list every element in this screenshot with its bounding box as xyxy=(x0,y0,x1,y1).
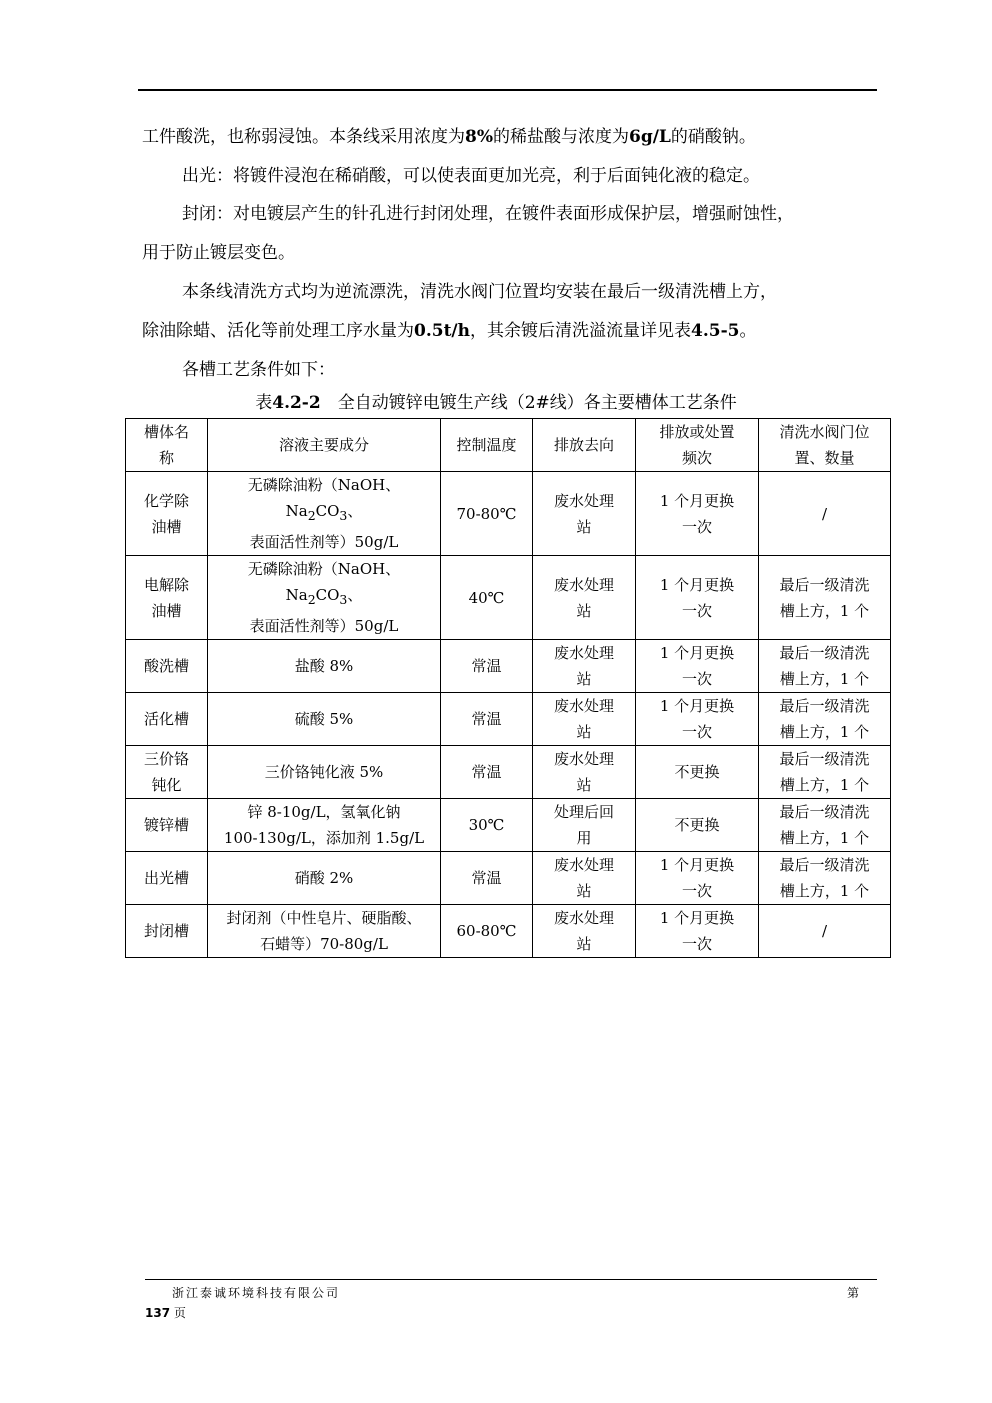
cell-tank-name: 封闭槽 xyxy=(126,905,208,958)
cell-solution: 锌 8-10g/L，氢氧化钠 100-130g/L，添加剂 1.5g/L xyxy=(208,799,441,852)
paragraph-sealing-line1: 封闭：对电镀层产生的针孔进行封闭处理，在镀件表面形成保护层，增强耐蚀性， xyxy=(182,204,794,224)
table-header-row xyxy=(126,419,891,472)
cell-solution: 无磷除油粉（NaOH、$Na_2CO_3$、 表面活性剂等）50g/L xyxy=(208,556,441,640)
header-rule xyxy=(138,89,877,91)
cell-discharge: 废水处理 站 xyxy=(533,746,636,799)
header-temperature: 控制温度 xyxy=(441,419,533,472)
table-row xyxy=(126,640,891,693)
table-row xyxy=(126,472,891,556)
header-tank-name: 槽体名 称 xyxy=(126,419,208,472)
cell-valve: 最后一级清洗 槽上方，1 个 xyxy=(759,640,891,693)
cell-solution: 三价铬钝化液 5% xyxy=(208,746,441,799)
cell-temperature: 60-80℃ xyxy=(441,905,533,958)
paragraph-brightening: 出光：将镀件浸泡在稀硝酸，可以使表面更加光亮，利于后面钝化液的稳定。 xyxy=(182,166,760,186)
paragraph-acid-wash: 工件酸洗，也称弱浸蚀。本条线采用浓度为8%的稀盐酸与浓度为6g/L的硝酸钠。 xyxy=(142,127,756,147)
header-solution: 溶液主要成分 xyxy=(208,419,441,472)
paragraph-rinse-line2: 除油除蜡、活化等前处理工序水量为0.5t/h，其余镀后清洗溢流量详见表4.5-5。 xyxy=(142,321,757,341)
cell-frequency: 1 个月更换 一次 xyxy=(636,852,759,905)
cell-discharge: 处理后回 用 xyxy=(533,799,636,852)
cell-solution: 盐酸 8% xyxy=(208,640,441,693)
cell-valve: / xyxy=(759,472,891,556)
cell-tank-name: 镀锌槽 xyxy=(126,799,208,852)
cell-valve: 最后一级清洗 槽上方，1 个 xyxy=(759,556,891,640)
process-conditions-table xyxy=(125,418,891,958)
cell-solution: 无磷除油粉（NaOH、$Na_2CO_3$、 表面活性剂等）50g/L xyxy=(208,472,441,556)
cell-temperature: 常温 xyxy=(441,640,533,693)
cell-discharge: 废水处理 站 xyxy=(533,556,636,640)
cell-valve: 最后一级清洗 槽上方，1 个 xyxy=(759,852,891,905)
cell-frequency: 1 个月更换 一次 xyxy=(636,472,759,556)
cell-temperature: 常温 xyxy=(441,746,533,799)
cell-discharge: 废水处理 站 xyxy=(533,640,636,693)
cell-frequency: 1 个月更换 一次 xyxy=(636,556,759,640)
paragraph-tank-conditions: 各槽工艺条件如下： xyxy=(182,360,335,380)
cell-tank-name: 酸洗槽 xyxy=(126,640,208,693)
cell-frequency: 不更换 xyxy=(636,799,759,852)
cell-temperature: 70-80℃ xyxy=(441,472,533,556)
table-row xyxy=(126,852,891,905)
table-row xyxy=(126,693,891,746)
cell-frequency: 1 个月更换 一次 xyxy=(636,693,759,746)
cell-temperature: 常温 xyxy=(441,693,533,746)
cell-tank-name: 三价铬 钝化 xyxy=(126,746,208,799)
cell-temperature: 40℃ xyxy=(441,556,533,640)
cell-temperature: 常温 xyxy=(441,852,533,905)
cell-tank-name: 活化槽 xyxy=(126,693,208,746)
cell-valve: 最后一级清洗 槽上方，1 个 xyxy=(759,799,891,852)
footer-rule xyxy=(145,1279,877,1280)
table-row xyxy=(126,905,891,958)
table-caption: 表4.2-2 全自动镀锌电镀生产线（2#线）各主要槽体工艺条件 xyxy=(255,393,737,413)
footer-page-number: 137 页 xyxy=(145,1306,186,1320)
cell-temperature: 30℃ xyxy=(441,799,533,852)
header-discharge: 排放去向 xyxy=(533,419,636,472)
cell-tank-name: 出光槽 xyxy=(126,852,208,905)
table-row xyxy=(126,556,891,640)
footer-company: 浙江泰诚环境科技有限公司 xyxy=(172,1286,341,1300)
cell-tank-name: 电解除 油槽 xyxy=(126,556,208,640)
cell-valve: 最后一级清洗 槽上方，1 个 xyxy=(759,746,891,799)
header-frequency: 排放或处置 频次 xyxy=(636,419,759,472)
paragraph-rinse-line1: 本条线清洗方式均为逆流漂洗，清洗水阀门位置均安装在最后一级清洗槽上方， xyxy=(182,282,777,302)
cell-solution: 硝酸 2% xyxy=(208,852,441,905)
cell-frequency: 1 个月更换 一次 xyxy=(636,640,759,693)
table-row xyxy=(126,799,891,852)
cell-tank-name: 化学除 油槽 xyxy=(126,472,208,556)
cell-discharge: 废水处理 站 xyxy=(533,852,636,905)
cell-solution: 硫酸 5% xyxy=(208,693,441,746)
cell-valve: 最后一级清洗 槽上方，1 个 xyxy=(759,693,891,746)
cell-solution: 封闭剂（中性皂片、硬脂酸、 石蜡等）70-80g/L xyxy=(208,905,441,958)
header-valve: 清洗水阀门位 置、数量 xyxy=(759,419,891,472)
cell-discharge: 废水处理 站 xyxy=(533,693,636,746)
cell-frequency: 1 个月更换 一次 xyxy=(636,905,759,958)
table-row xyxy=(126,746,891,799)
cell-discharge: 废水处理 站 xyxy=(533,905,636,958)
cell-valve: / xyxy=(759,905,891,958)
cell-discharge: 废水处理 站 xyxy=(533,472,636,556)
paragraph-sealing-line2: 用于防止镀层变色。 xyxy=(142,243,295,263)
cell-frequency: 不更换 xyxy=(636,746,759,799)
footer-page-prefix: 第 xyxy=(847,1286,860,1300)
